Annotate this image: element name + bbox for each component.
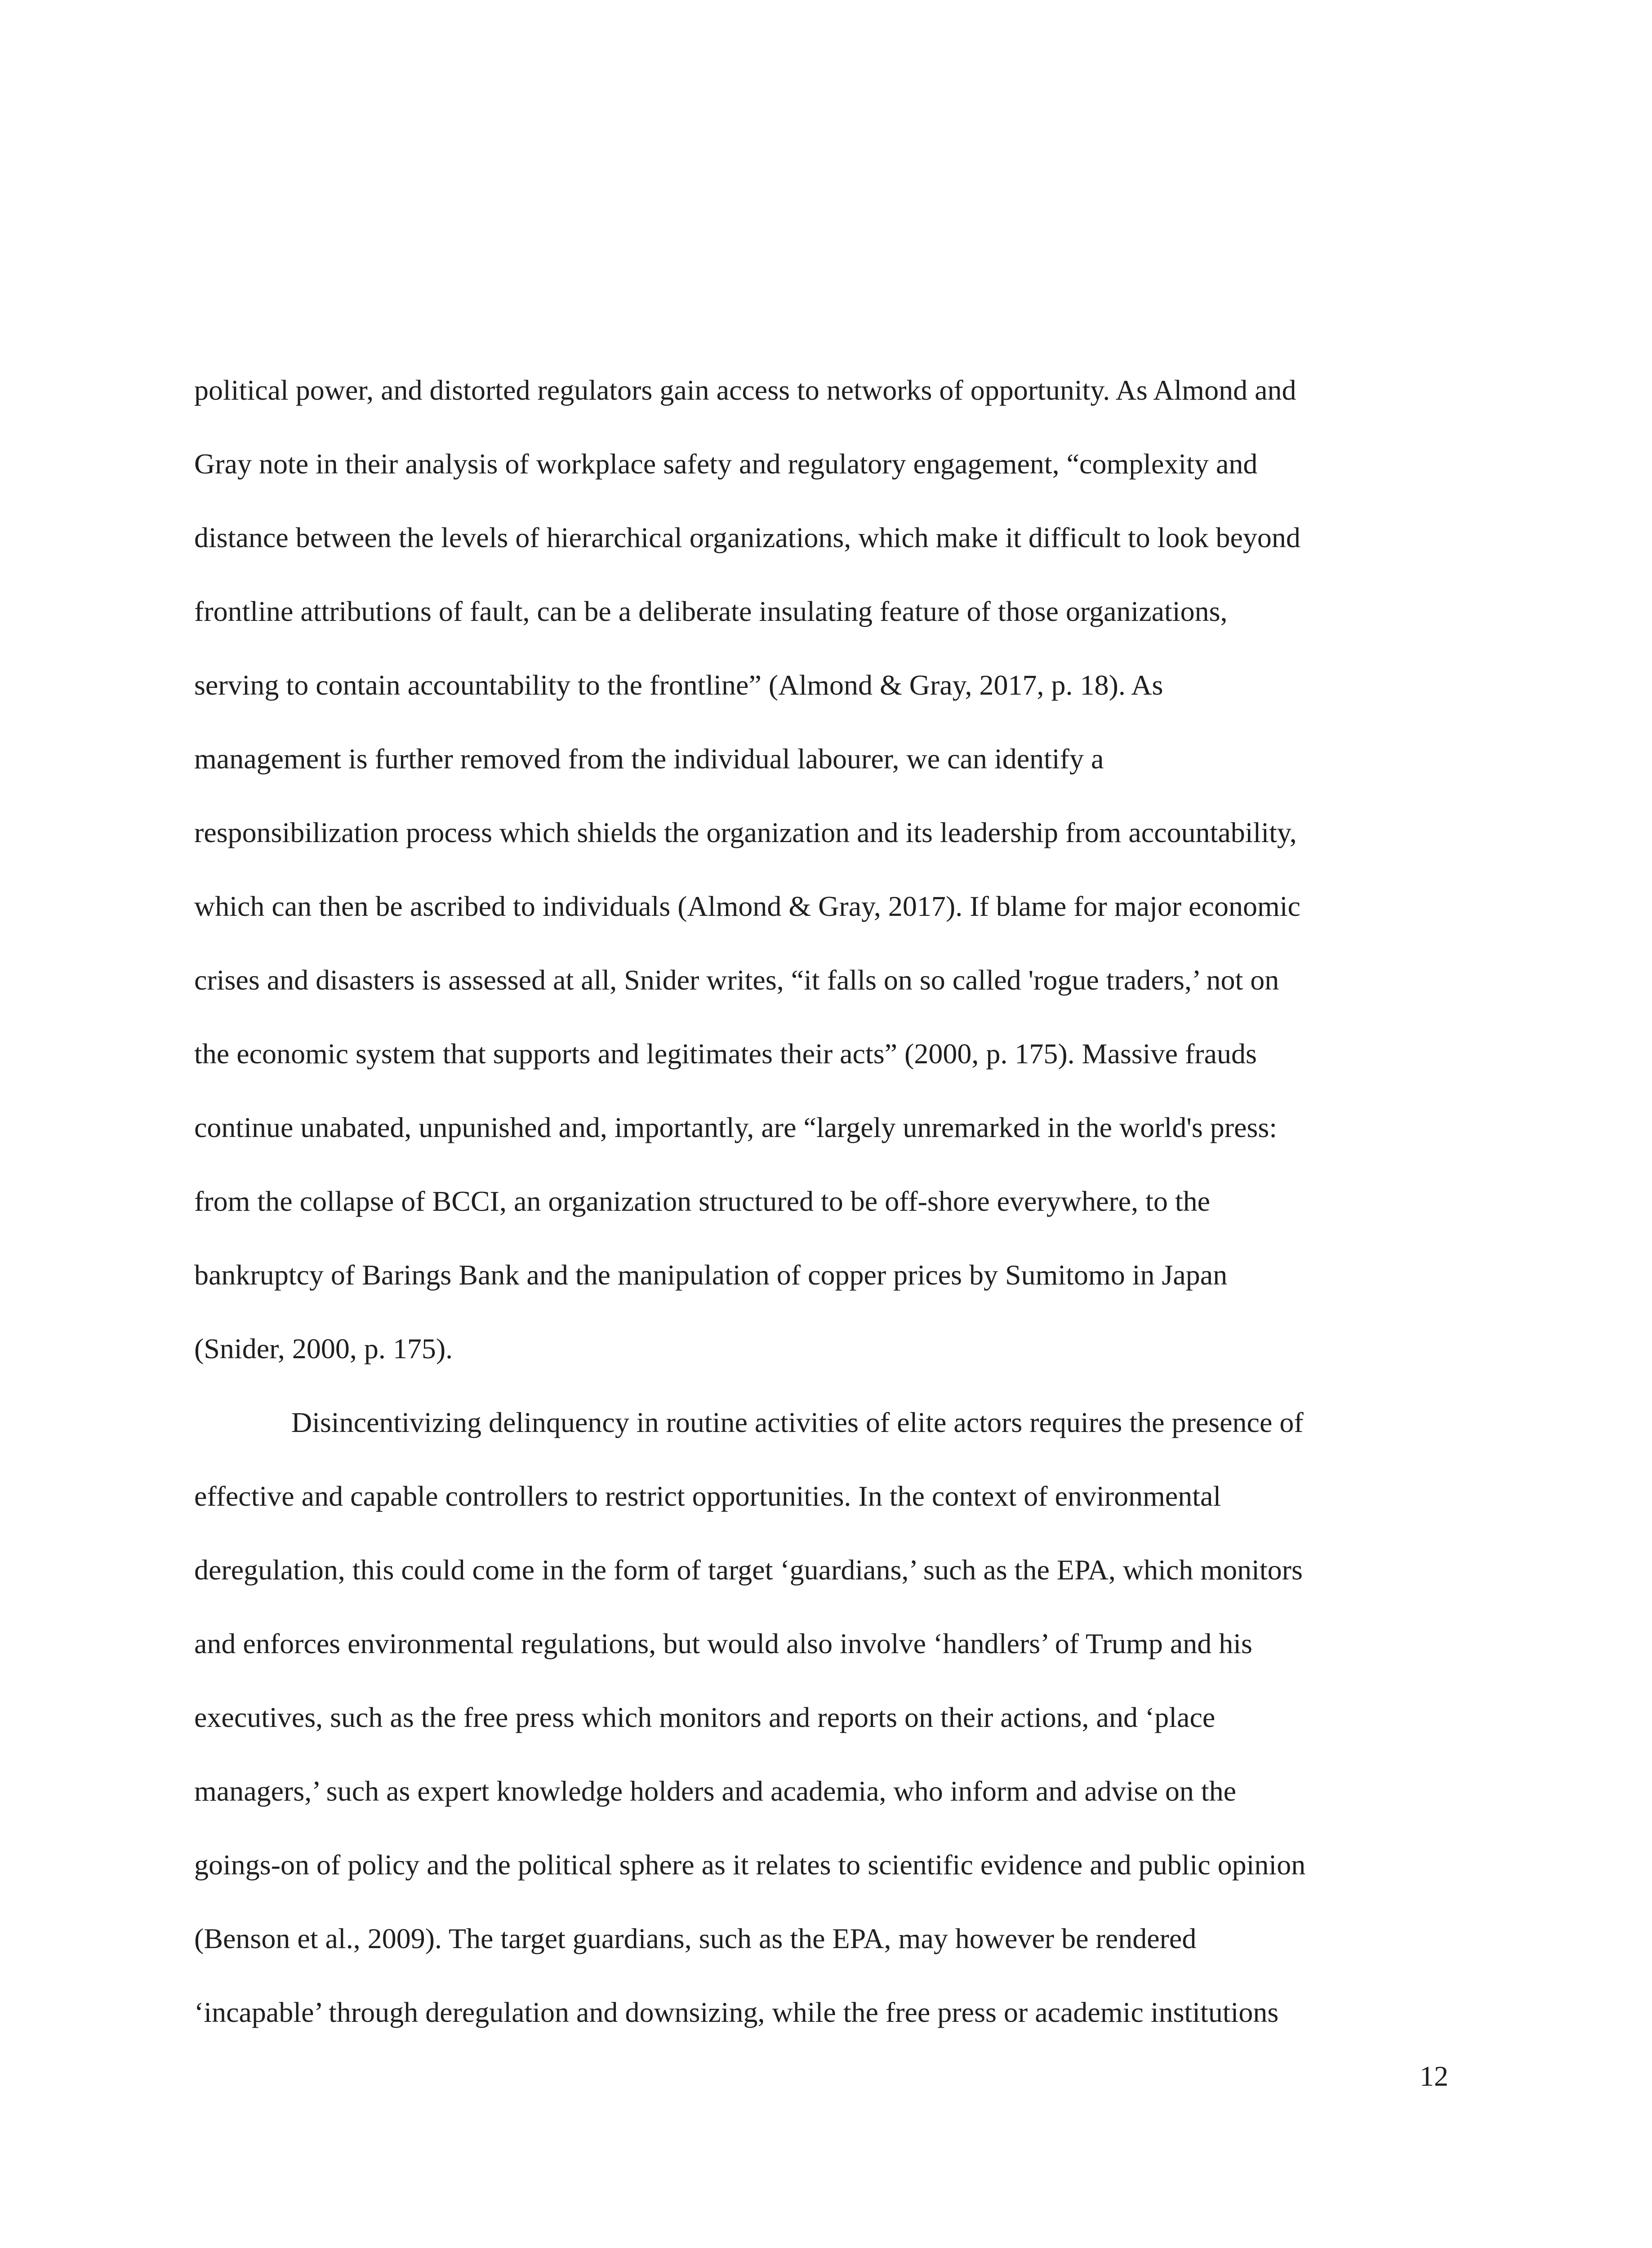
page-number: 12 — [1420, 2060, 1448, 2092]
text-line: deregulation, this could come in the form of target ‘guardians,’ such as the EPA, which monitors — [194, 1554, 1303, 1586]
paragraph-start-line: Disincentivizing delinquency in routine activities of elite actors requires the presence of — [291, 1406, 1304, 1438]
text-line: and enforces environmental regulations, but would also involve ‘handlers’ of Trump and his — [194, 1628, 1252, 1659]
text-line: goings-on of policy and the political sphere as it relates to scientific evidence and public opinion — [194, 1849, 1306, 1881]
text-line: crises and disasters is assessed at all, Snider writes, “it falls on so called 'rogue traders,’ not on — [194, 964, 1279, 996]
body-text — [194, 353, 1448, 2049]
text-line: continue unabated, unpunished and, importantly, are “largely unremarked in the world's press: — [194, 1111, 1278, 1143]
text-line: bankruptcy of Barings Bank and the manipulation of copper prices by Sumitomo in Japan — [194, 1259, 1228, 1291]
text-line: management is further removed from the individual labourer, we can identify a — [194, 743, 1104, 775]
text-line: (Benson et al., 2009). The target guardians, such as the EPA, may however be rendered — [194, 1922, 1197, 1954]
text-line: (Snider, 2000, p. 175). — [194, 1333, 453, 1365]
text-line: serving to contain accountability to the frontline” (Almond & Gray, 2017, p. 18). As — [194, 669, 1163, 701]
text-line: effective and capable controllers to restrict opportunities. In the context of environmental — [194, 1480, 1221, 1512]
text-line: which can then be ascribed to individuals (Almond & Gray, 2017). If blame for major economic — [194, 890, 1300, 922]
text-line: the economic system that supports and legitimates their acts” (2000, p. 175). Massive frauds — [194, 1038, 1257, 1070]
text-line: responsibilization process which shields the organization and its leadership from accountability, — [194, 816, 1297, 848]
text-line: political power, and distorted regulators gain access to networks of opportunity. As Almond and — [194, 374, 1296, 406]
text-line: from the collapse of BCCI, an organization structured to be off-shore everywhere, to the — [194, 1185, 1211, 1217]
text-line: Gray note in their analysis of workplace safety and regulatory engagement, “complexity and — [194, 448, 1258, 480]
text-line: frontline attributions of fault, can be a deliberate insulating feature of those organizations, — [194, 595, 1228, 627]
text-line: managers,’ such as expert knowledge holders and academia, who inform and advise on the — [194, 1775, 1237, 1807]
text-line: distance between the levels of hierarchical organizations, which make it difficult to look beyond — [194, 522, 1300, 553]
text-line: executives, such as the free press which monitors and reports on their actions, and ‘place — [194, 1701, 1216, 1733]
text-line: ‘incapable’ through deregulation and downsizing, while the free press or academic institutions — [194, 1996, 1279, 2028]
